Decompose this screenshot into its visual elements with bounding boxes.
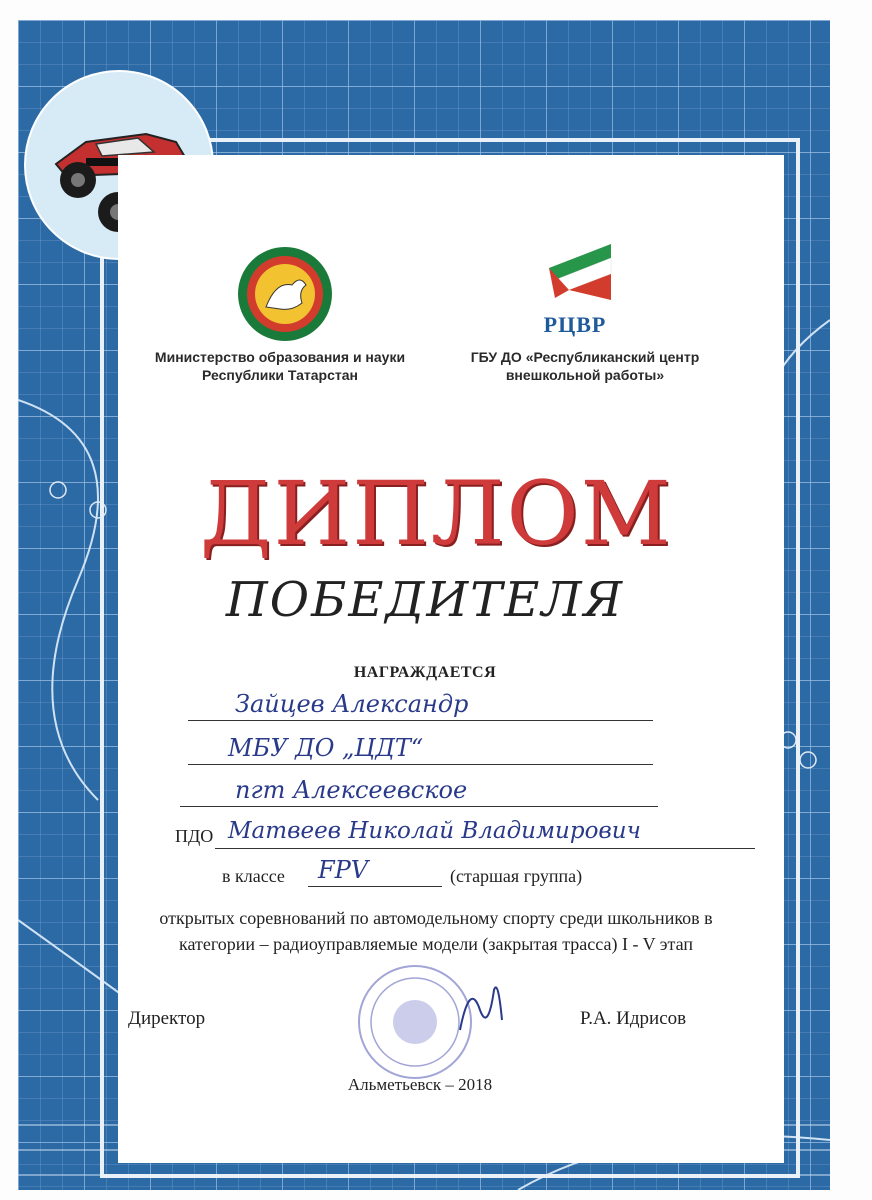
signature-role: Директор (128, 1008, 206, 1029)
recipient-name: Зайцев Александр (235, 690, 469, 718)
center-name: ГБУ ДО «Республиканский центр внешкольной работы» (470, 349, 700, 383)
org-abbreviation: РЦВР (543, 312, 607, 337)
city-year: Альметьевск – 2018 (347, 1075, 493, 1094)
group-label: (старшая группа) (450, 866, 583, 886)
teacher-label: ПДО (175, 826, 214, 846)
competition-description: открытых соревнований по автомодельному спорту среди школьников в категории – радиоуправляемые модели (закрытая трасса) I - V этап (159, 908, 713, 954)
class-label: в классе (222, 866, 285, 886)
rcvr-logo-icon (545, 240, 615, 310)
recipient-town: пгт Алексеевское (235, 776, 468, 804)
signature-name: Р.А. Идрисов (580, 1008, 687, 1029)
diploma-subtitle: ПОБЕДИТЕЛЯ (225, 572, 625, 628)
class-value: FPV (318, 856, 369, 884)
awarded-label: НАГРАЖДАЕТСЯ (353, 664, 497, 681)
recipient-school: МБУ ДО „ЦДТ“ (228, 734, 424, 762)
diploma-title: ДИПЛОМ (200, 462, 673, 565)
ministry-name: Министерство образования и науки Республики Татарстан (154, 349, 406, 383)
tatarstan-emblem-icon (236, 245, 334, 343)
teacher-name: Матвеев Николай Владимирович (228, 818, 641, 844)
signature-icon (450, 970, 510, 1040)
